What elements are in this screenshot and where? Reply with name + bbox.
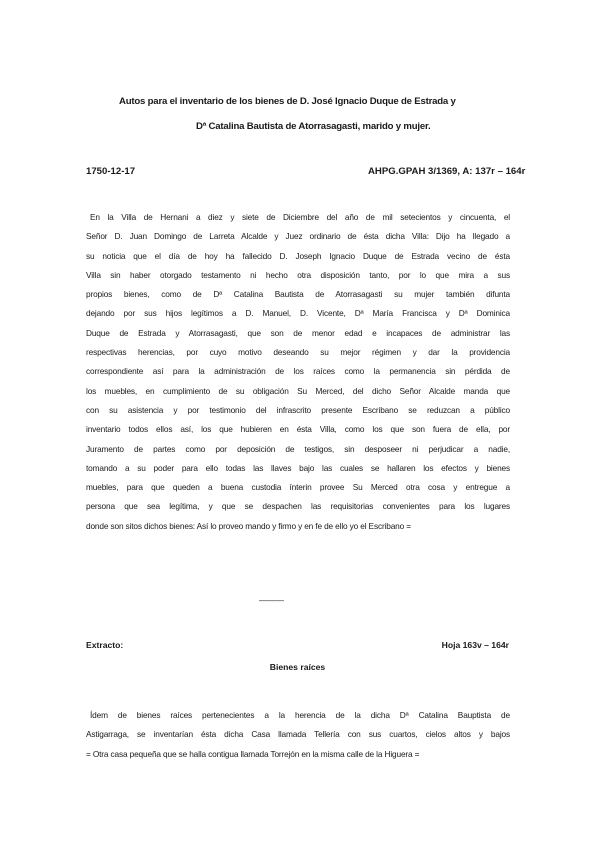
folio-reference: Hoja 163v – 164r [441,640,509,650]
archive-reference: AHPG.GPAH 3/1369, A: 137r – 164r [368,166,526,177]
text-line: Duque de Estrada y Atorrasagasti, que son de menor edad e incapaces de administrar las [86,327,510,338]
text-line: su noticia que el día de hoy ha fallecido D. Joseph Ignacio Duque de Estrada vecino de ésta [86,250,510,261]
text-line: propios bienes, como de Dª Catalina Bautista de Atorrasagasti su mujer también difunta [86,289,510,300]
text-line: Astigarraga, se inventarían ésta dicha Casa llamada Tellería con sus cuartos, cielos altos y bajos [86,729,510,740]
text-line: En la Villa de Hernani a diez y siete de Diciembre del año de mil setecientos y cincuenta, el [90,212,510,222]
extract-label: Extracto: [86,640,124,650]
text-line: donde son sitos dichos bienes: Así lo proveo mando y firmo y en fe de ello yo el Escribano = [86,520,411,531]
paragraph-real-estate [86,706,510,764]
text-line: con su asistencia y por testimonio del infrascrito presente Escribano se reduzcan a público [86,404,510,415]
text-line: correspondiente así para la administración de los raíces como la permanencia sin pérdida de [86,366,510,377]
text-line: dejando por sus hijos legítimos a D. Manuel, D. Vicente, Dª María Francisca y Dª Dominica [86,308,510,319]
text-line: tomando a su poder para ello todas las llaves bajo las cuales se hallaren los efectos y bienes [86,462,510,473]
document-title-line2: Dª Catalina Bautista de Atorrasagasti, marido y mujer. [196,121,431,132]
text-line: = Otra casa pequeña que se halla contigua llamada Torrejón en la misma calle de la Higuera = [86,748,420,759]
text-line: respectivas herencias, por cuyo motivo deseando su mejor régimen y dar la providencia [86,347,510,358]
text-line: Señor D. Juan Domingo de Larreta Alcalde y Juez ordinario de ésta dicha Villa: Dijo ha llegado a [86,231,510,242]
text-line: Villa sin haber otorgado testamento ni hecho otra disposición tanto, por lo que mira a sus [86,269,510,280]
text-line: Juramento de partes como por deposición de testigos, sin desposeer ni perjudicar a nadie, [86,443,510,454]
document-title-line1: Autos para el inventario de los bienes de D. José Ignacio Duque de Estrada y [119,96,456,107]
text-line: inventario todos ellos así, los que hubieren en ésta Villa, como los que son fuera de ella, por [86,424,510,435]
text-line: los muebles, en cumplimiento de su obligación Su Merced, del dicho Señor Alcalde manda que [86,385,510,396]
section-heading: Bienes raíces [269,662,326,672]
text-line: persona que sea legítima, y que se despachen las requisitorias convenientes para los lugares [86,501,510,512]
separator-line: ——— [259,595,284,605]
text-line: Ídem de bienes raíces pertenecientes a la herencia de la dicha Dª Catalina Bauptista de [90,710,510,720]
paragraph-intro [86,208,510,536]
text-line: muebles, para que queden a buena custodia ínterin provee Su Merced otra cosa y entregue a [86,482,510,493]
document-date: 1750-12-17 [86,166,136,177]
